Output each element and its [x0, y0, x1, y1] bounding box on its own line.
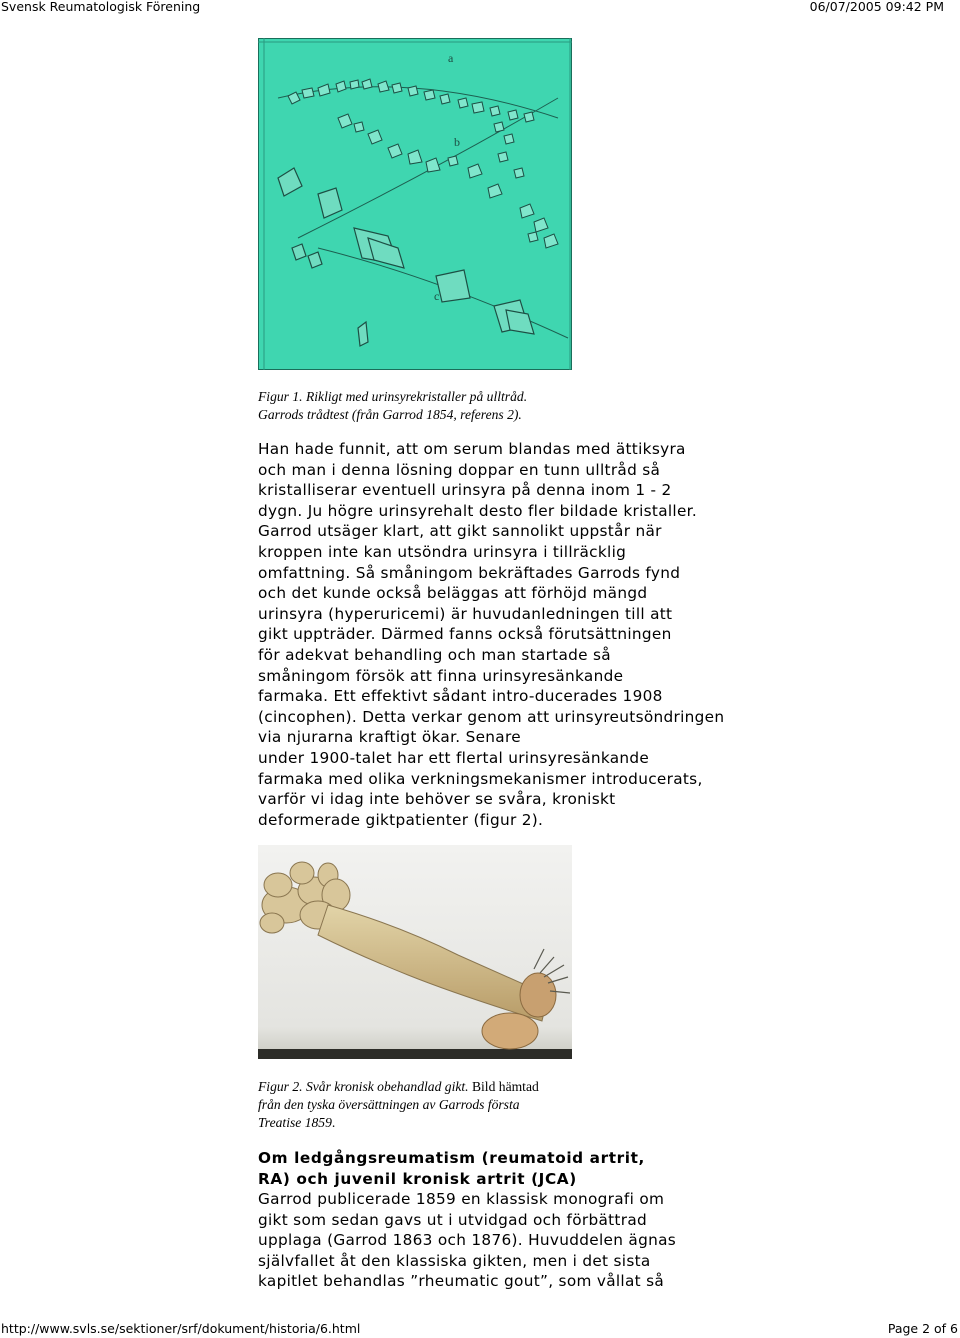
figure2-caption-italic1: Figur 2. Svår kronisk obehandlad gikt. [258, 1079, 469, 1094]
figure2-caption-normal1: Bild hämtad [468, 1079, 539, 1094]
print-footer [0, 1322, 960, 1338]
figure1-caption [258, 388, 588, 424]
section-heading: Om ledgångsreumatism (reumatoid artrit, RA) och juvenil kronisk artrit (JCA) [258, 1149, 645, 1188]
gout-arm-specimen-photo-icon [258, 845, 572, 1059]
header-site-title: Svensk Reumatologisk Förening [1, 0, 201, 14]
figure1-caption-line2: Garrods trådtest (från Garrod 1854, referens 2). [258, 407, 522, 422]
svg-text:a: a [448, 51, 454, 65]
figure2-caption-normal3: . [331, 1115, 336, 1130]
footer-url: http://www.svls.se/sektioner/srf/dokument/historia/6.html [1, 1321, 361, 1336]
figure2-caption-italic2: från den tyska översättningen av Garrods första [258, 1097, 520, 1112]
figure1-caption-line1: Figur 1. Rikligt med urinsyrekristaller på ulltråd. [258, 389, 528, 404]
header-datetime: 06/07/2005 09:42 PM [809, 0, 944, 14]
footer-page-number: Page 2 of 6 [887, 1321, 958, 1336]
svg-text:c: c [434, 289, 440, 303]
body-paragraph-1: Han hade funnit, att om serum blandas med ättiksyra och man i denna lösning doppar en tunn ulltråd så kristalliserar eventuell urinsyra på denna inom 1 - 2 dygn. Ju högre urinsyrehalt desto fler bildade kristaller. Garrod utsäger klart, att gikt sannolikt uppstår när kroppen inte kan utsöndra urinsyra i tillräcklig omfattning. Så småningom bekräftades Garrods fynd och det kunde också beläggas att förhöjd mängd urinsyra (hyperuricemi) är huvudanledningen till att gikt uppträder. Därmed fanns också förutsättningen för adekvat behandling och man startade så småningom försök att finna urinsyresänkande farmaka. Ett effektivt sådant intro-ducerades 1908 (cincophen). Detta verkar genom att urinsyreutsöndringen via njurarna kraftigt ökar. Senare under 1900-talet har ett flertal urinsyresänkande farmaka med olika verkningsmekanismer introducerats, varför vi idag inte behöver se svåra, kroniskt deformerade giktpatienter (figur 2). [258, 440, 725, 829]
figure2-caption [258, 1078, 578, 1132]
print-header [0, 0, 960, 16]
body-paragraph-2: Garrod publicerade 1859 en klassisk monografi om gikt som sedan gavs ut i utvidgad och förbättrad upplaga (Garrod 1863 och 1876). Huvuddelen ägnas självfallet åt den klassiska gikten, men i det sista kapitlet behandlas ”rheumatic gout”, som vållat så [258, 1190, 677, 1291]
svg-text:b: b [454, 135, 460, 149]
crystal-thread-photo-icon [258, 38, 572, 370]
figure2-caption-italic3: Treatise 1859 [258, 1115, 332, 1130]
